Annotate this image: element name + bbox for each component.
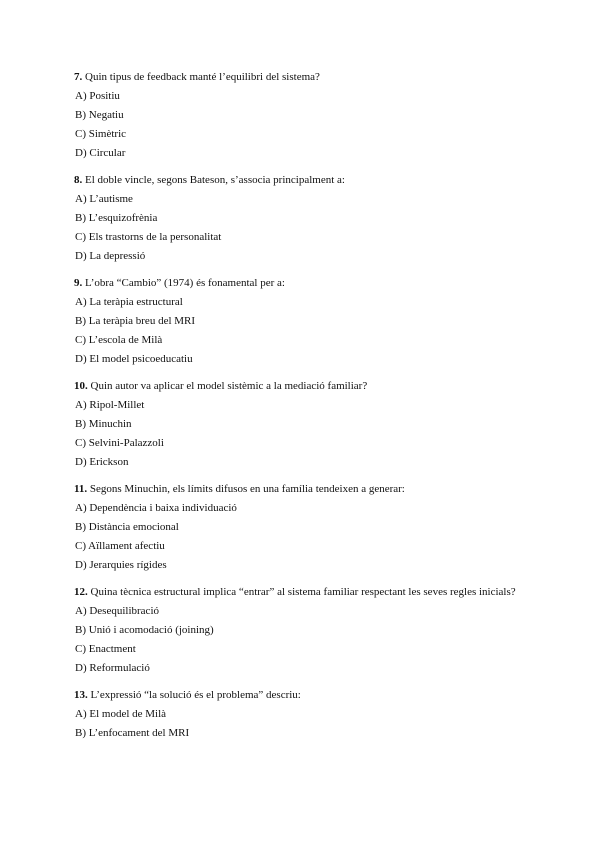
answer-option: C) Simètric — [75, 128, 127, 140]
question-9 — [74, 276, 574, 366]
question-text-line — [74, 585, 574, 599]
answer-option: A) Dependència i baixa individuació — [75, 502, 237, 514]
answer-option: A) Ripol-Millet — [75, 399, 145, 411]
question-text: L’expressió “la solució és el problema” descriu: — [90, 689, 301, 701]
answer-option: D) Erickson — [75, 456, 129, 468]
question-13 — [74, 688, 574, 740]
answer-option: C) Aïllament afectiu — [75, 540, 165, 552]
question-10 — [74, 379, 574, 469]
answer-option: B) Unió i acomodació (joining) — [75, 624, 214, 636]
question-text-line — [74, 173, 574, 187]
question-number: 11. — [74, 483, 88, 495]
document-page — [74, 70, 574, 753]
question-number: 7. — [74, 71, 83, 83]
answer-option: B) Distància emocional — [75, 521, 179, 533]
question-text: El doble vincle, segons Bateson, s’associa principalment a: — [85, 174, 345, 186]
answer-option: C) Els trastorns de la personalitat — [75, 231, 222, 243]
answer-option: C) L’escola de Milà — [75, 334, 163, 346]
answer-option: D) Circular — [75, 147, 126, 159]
question-number: 13. — [74, 689, 88, 701]
question-number: 8. — [74, 174, 83, 186]
answer-option: B) L’enfocament del MRI — [75, 727, 190, 739]
question-number: 10. — [74, 380, 88, 392]
answer-option: A) Desequilibració — [75, 605, 159, 617]
answer-option: C) Selvini-Palazzoli — [75, 437, 164, 449]
answer-option: A) Positiu — [75, 90, 120, 102]
question-text: Quin autor va aplicar el model sistèmic a la mediació familiar? — [90, 380, 368, 392]
question-text-line — [74, 688, 574, 702]
answer-option: A) El model de Milà — [75, 708, 167, 720]
question-text-line — [74, 379, 574, 393]
question-11 — [74, 482, 574, 572]
question-number: 9. — [74, 277, 83, 289]
answer-option: B) La teràpia breu del MRI — [75, 315, 196, 327]
answer-option: D) El model psicoeducatiu — [75, 353, 193, 365]
question-text-line — [74, 70, 574, 84]
answer-option: D) Jerarquies rígides — [75, 559, 167, 571]
answer-option: B) Negatiu — [75, 109, 124, 121]
answer-option: C) Enactment — [75, 643, 136, 655]
question-number: 12. — [74, 586, 88, 598]
answer-option: A) L’autisme — [75, 193, 133, 205]
question-7 — [74, 70, 574, 160]
answer-option: D) Reformulació — [75, 662, 150, 674]
question-text: Segons Minuchin, els límits difusos en una família tendeixen a generar: — [89, 483, 405, 495]
question-text-line — [74, 276, 574, 290]
question-12 — [74, 585, 574, 675]
question-text: Quin tipus de feedback manté l’equilibri del sistema? — [85, 71, 320, 83]
question-text-line — [74, 482, 574, 496]
question-text: L’obra “Cambio” (1974) és fonamental per a: — [85, 277, 285, 289]
answer-option: B) L’esquizofrènia — [75, 212, 158, 224]
question-text: Quina tècnica estructural implica “entrar” al sistema familiar respectant les seves regles inicials? — [90, 586, 516, 598]
question-8 — [74, 173, 574, 263]
answer-option: D) La depressió — [75, 250, 146, 262]
answer-option: A) La teràpia estructural — [75, 296, 183, 308]
answer-option: B) Minuchin — [75, 418, 132, 430]
